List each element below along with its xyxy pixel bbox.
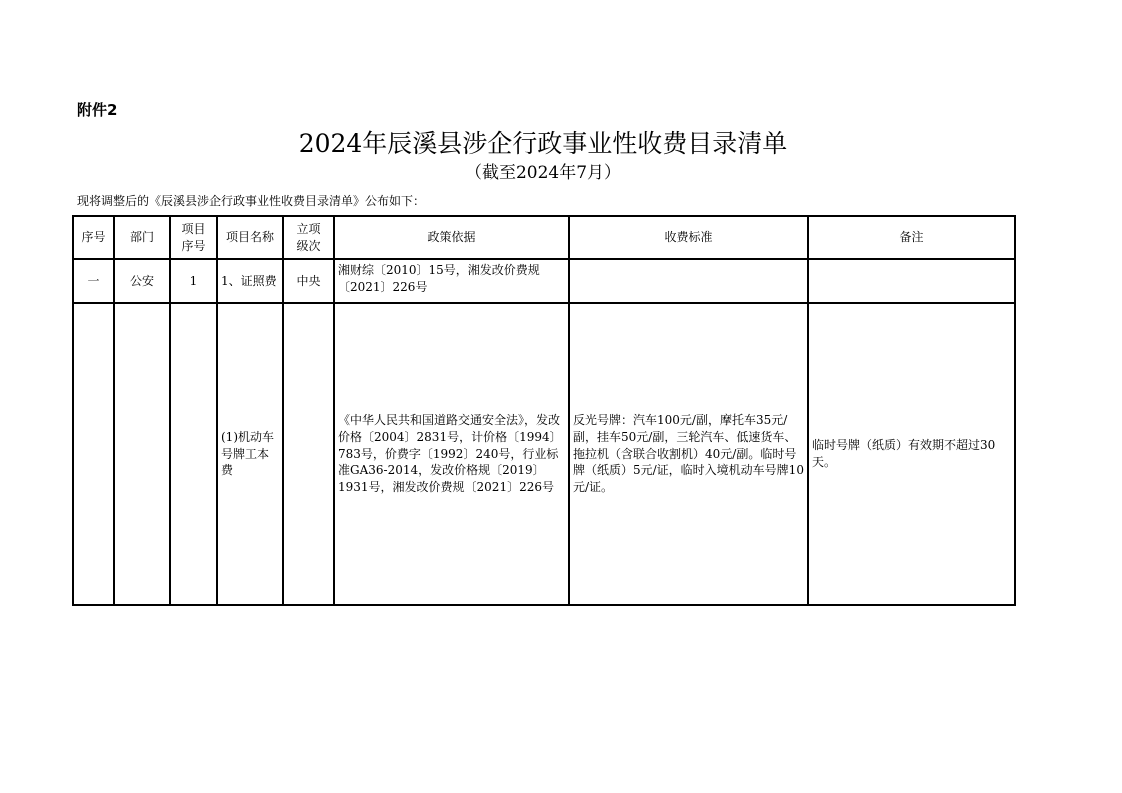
cell-note [808,259,1015,303]
page-title: 2024年辰溪县涉企行政事业性收费目录清单 [298,129,788,158]
cell-item-name: 1、证照费 [217,259,283,303]
cell-item-seq [170,303,217,605]
cell-level [283,303,334,605]
cell-standard: 反光号牌：汽车100元/副，摩托车35元/副，挂车50元/副，三轮汽车、低速货车、拖拉机（含联合收割机）40元/副。临时号牌（纸质）5元/证，临时入境机动车号牌10元/证。 [569,303,808,605]
cell-seq [73,303,114,605]
col-header-level-text: 立项级次 [296,221,321,253]
cell-item-seq: 1 [170,259,217,303]
intro-text: 现将调整后的《辰溪县涉企行政事业性收费目录清单》公布如下： [77,194,426,208]
col-header-item-seq [170,216,217,259]
col-header-standard: 收费标准 [569,216,808,259]
col-header-note: 备注 [808,216,1015,259]
col-header-level [283,216,334,259]
table-row [73,259,1015,303]
col-header-seq: 序号 [73,216,114,259]
col-header-item-name: 项目名称 [217,216,283,259]
cell-standard [569,259,808,303]
table-header-row [73,216,1015,259]
cell-policy: 《中华人民共和国道路交通安全法》，发改价格〔2004〕2831号，计价格〔1994〕783号，价费字〔1992〕240号，行业标准GA36-2014，发改价格规〔2019〕1931号，湘发改价费规〔2021〕226号 [334,303,569,605]
attachment-label: 附件2 [77,101,118,119]
cell-item-name: (1)机动车号牌工本费 [217,303,283,605]
cell-dept: 公安 [114,259,170,303]
col-header-item-seq-text: 项目序号 [181,221,206,253]
page-subtitle: （截至2024年7月） [464,163,622,183]
fee-table [72,215,1016,606]
cell-level: 中央 [283,259,334,303]
cell-note: 临时号牌（纸质）有效期不超过30天。 [808,303,1015,605]
table-row [73,303,1015,605]
cell-policy: 湘财综〔2010〕15号，湘发改价费规〔2021〕226号 [334,259,569,303]
col-header-policy: 政策依据 [334,216,569,259]
cell-dept [114,303,170,605]
cell-seq: 一 [73,259,114,303]
col-header-dept: 部门 [114,216,170,259]
